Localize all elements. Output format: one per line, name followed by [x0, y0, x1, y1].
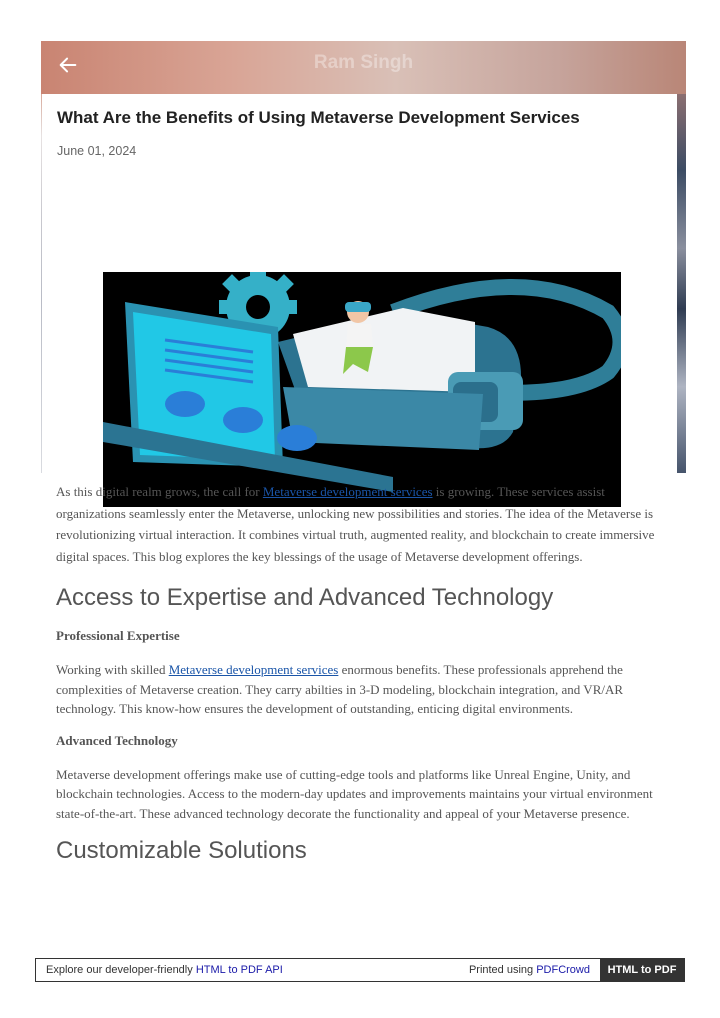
- pdfcrowd-link[interactable]: PDFCrowd: [536, 964, 590, 976]
- subheading-advanced-technology: Advanced Technology: [56, 732, 178, 748]
- vr-headset-illustration: [103, 272, 621, 507]
- footer-right-text: Printed using: [468, 964, 537, 976]
- intro-paragraph: [56, 481, 668, 567]
- footer-right: [469, 964, 590, 976]
- section-heading-expertise: Access to Expertise and Advanced Technology: [56, 584, 554, 611]
- html-to-pdf-api-link[interactable]: HTML to PDF API: [195, 964, 283, 976]
- html-to-pdf-button[interactable]: HTML to PDF: [600, 959, 684, 981]
- metaverse-services-link-2[interactable]: Metaverse development services: [168, 662, 339, 677]
- section-heading-customizable: Customizable Solutions: [56, 837, 307, 864]
- page-frame: [41, 41, 686, 953]
- header-bar: [41, 41, 686, 94]
- article-card: [42, 94, 677, 473]
- hero-image: [103, 272, 621, 507]
- article-date: June 01, 2024: [57, 144, 137, 158]
- article-body: [56, 481, 668, 865]
- article-title: What Are the Benefits of Using Metaverse Development Services: [57, 108, 580, 127]
- expertise-text-start: Working with skilled: [56, 662, 169, 677]
- footer-left-text: Explore our developer-friendly: [46, 964, 196, 976]
- pdf-footer: [35, 958, 685, 982]
- technology-paragraph: Metaverse development offerings make use of cutting-edge tools and platforms like Unreal Engine, Unity, and blockchain technologies. Access to the modern-day updates and improvements maintains your virtual environment state-of-the-art. These advanced technology decorate the functionality and appeal of your Metaverse presence.: [56, 766, 653, 821]
- metaverse-services-link[interactable]: Metaverse development services: [262, 484, 433, 499]
- intro-text-end: is growing. These services assist organizations seamlessly enter the Metaverse, unlocking new possibilities and stories. The idea of the Metaverse is revolutionizing virtual interaction. It combines virtual truth, augmented reality, and blockchain to create immersive digital spaces. This blog explores the key blessings of the usage of Metaverse development offerings.: [56, 484, 655, 564]
- expertise-text-end: enormous benefits. These professionals apprehend the complexities of Metaverse creation. They carry abilties in 3-D modeling, blockchain integration, and VR/AR technology. This know-how ensures the development of outstanding, enticing digital environments.: [56, 662, 624, 716]
- intro-text-start: As this digital realm grows, the call for: [56, 484, 263, 499]
- footer-left: [46, 964, 283, 976]
- header-title: Ram Singh: [313, 52, 414, 73]
- expertise-paragraph: [56, 660, 668, 719]
- subheading-professional-expertise: Professional Expertise: [56, 628, 180, 643]
